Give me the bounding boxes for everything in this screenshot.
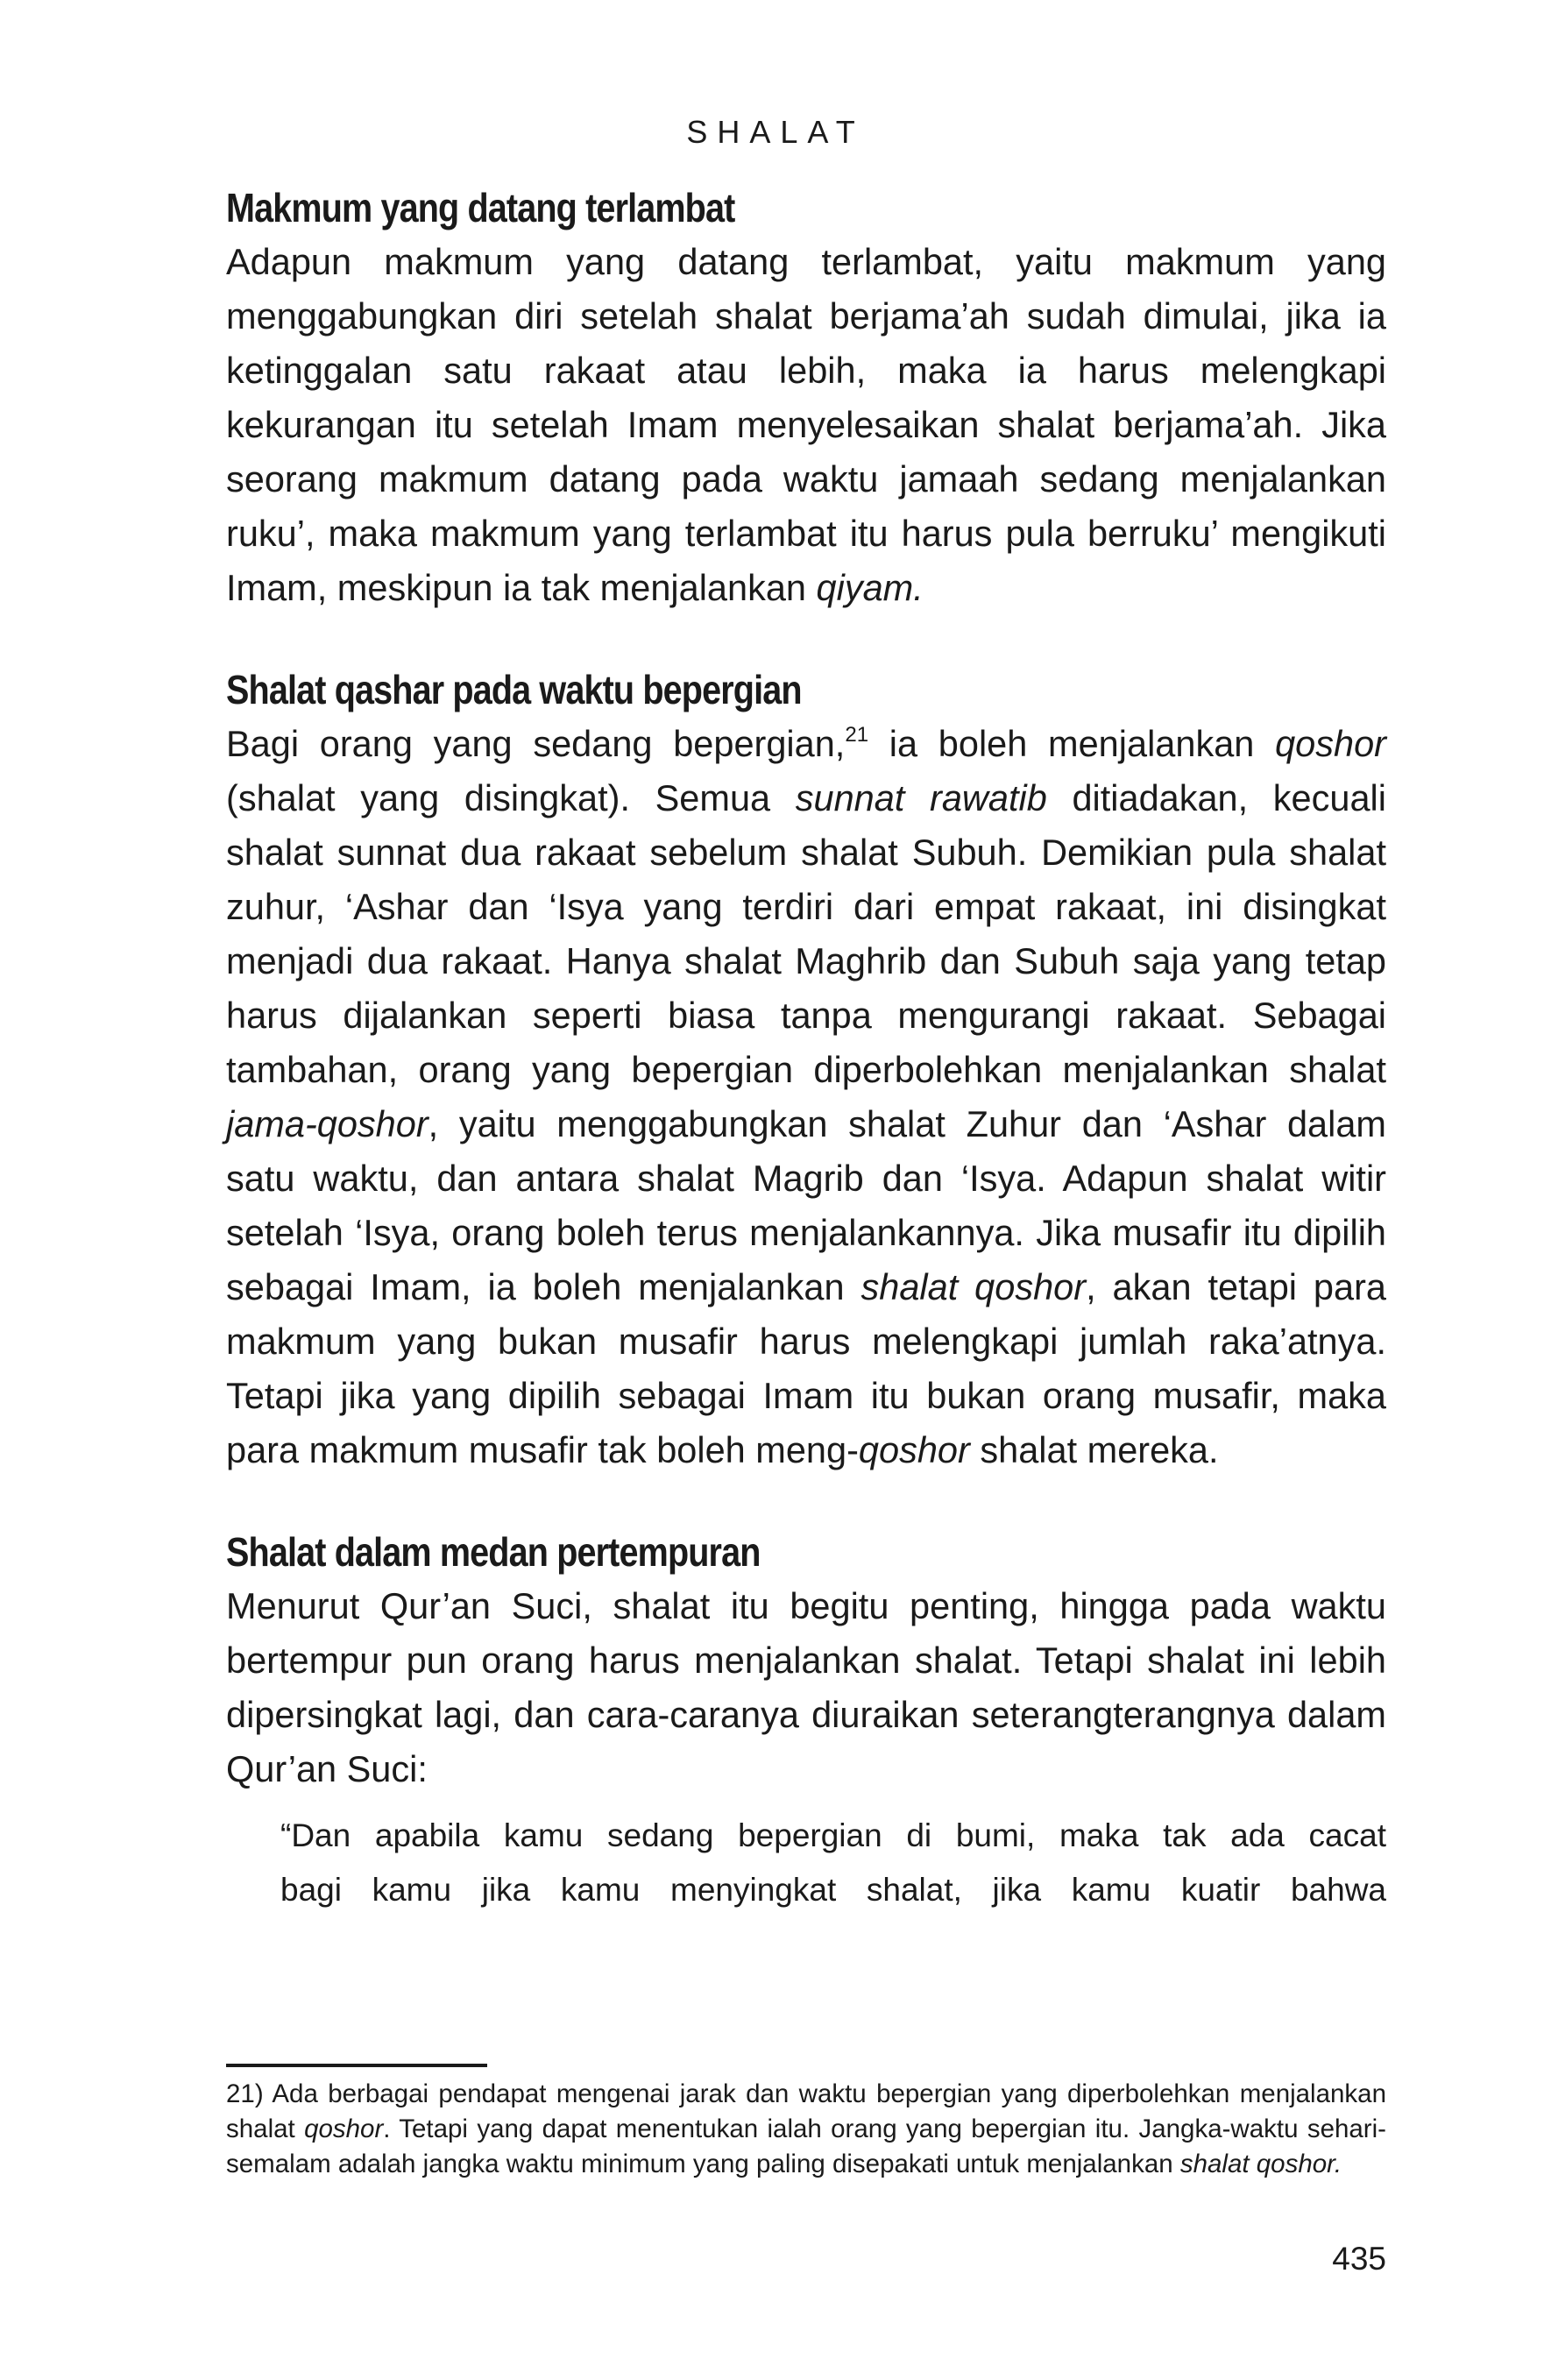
- quote-line: bagi kamu jika kamu menyingkat shalat, jika kamu kuatir bahwa: [280, 1872, 1386, 1908]
- section-heading-late-makmum: Makmum yang datang terlambat: [226, 185, 735, 230]
- quote-line: “Dan apabila kamu sedang bepergian di bumi, maka tak ada cacat: [280, 1817, 1386, 1853]
- section-heading-battlefield: Shalat dalam medan pertempuran: [226, 1529, 761, 1575]
- paragraph-battlefield: Menurut Qur’an Suci, shalat itu begitu penting, hingga pada waktu bertempur pun orang harus menjalankan shalat. Tetapi shalat ini lebih dipersingkat lagi, dan cara-caranya diuraikan seterangterangnya dalam Qur’an Suci:: [226, 1585, 1386, 1789]
- main-text: [226, 182, 1386, 1917]
- footnote-reference: 21: [845, 723, 869, 747]
- running-head: SHALAT: [686, 114, 865, 150]
- paragraph-late-makmum: Adapun makmum yang datang terlambat, yaitu makmum yang menggabungkan diri setelah shalat berjama’ah sudah dimulai, jika ia ketinggalan satu rakaat atau lebih, maka ia harus melengkapi kekurangan itu setelah Imam menyelesaikan shalat berjama’ah. Jika seorang makmum datang pada waktu jamaah sedang menjalankan ruku’, maka makmum yang terlambat itu harus pula berruku’ mengikuti Imam, meskipun ia tak menjalankan qiyam.: [226, 241, 1386, 608]
- footnote-divider: [226, 2064, 487, 2067]
- footnote-21: 21) Ada berbagai pendapat mengenai jarak dan waktu bepergian yang diperbolehkan menjalankan shalat qoshor. Tetapi yang dapat menentukan ialah orang yang bepergian itu. Jangka-waktu sehari-semalam adalah jangka waktu minimum yang paling disepakati untuk menjalankan shalat qoshor.: [226, 2079, 1386, 2178]
- section-heading-qashar: Shalat qashar pada waktu bepergian: [226, 667, 802, 712]
- quran-quote: [280, 1809, 1386, 1917]
- paragraph-qashar: Bagi orang yang sedang bepergian,$^{21}$ ia boleh menjalankan qoshor (shalat yang disingkat). Semua sunnat rawatib ditiadakan, kecuali shalat sunnat dua rakaat sebelum shalat Subuh. Demikian pula shalat zuhur, ‘Ashar dan ‘Isya yang terdiri dari empat rakaat, ini disingkat menjadi dua rakaat. Hanya shalat Maghrib dan Subuh saja yang tetap harus dijalankan seperti biasa tanpa mengurangi rakaat. Sebagai tambahan, orang yang bepergian diperbolehkan menjalankan shalat jama-qoshor, yaitu menggabungkan shalat Zuhur dan ‘Ashar dalam satu waktu, dan antara shalat Magrib dan ‘Isya. Adapun shalat witir setelah ‘Isya, orang boleh terus menjalankannya. Jika musafir itu dipilih sebagai Imam, ia boleh menjalankan shalat qoshor, akan tetapi para makmum yang bukan musafir harus melengkapi jumlah raka’atnya. Tetapi jika yang dipilih sebagai Imam itu bukan orang musafir, maka para makmum musafir tak boleh meng-qoshor shalat mereka.: [226, 723, 1386, 1470]
- page-number: 435: [1332, 2241, 1386, 2277]
